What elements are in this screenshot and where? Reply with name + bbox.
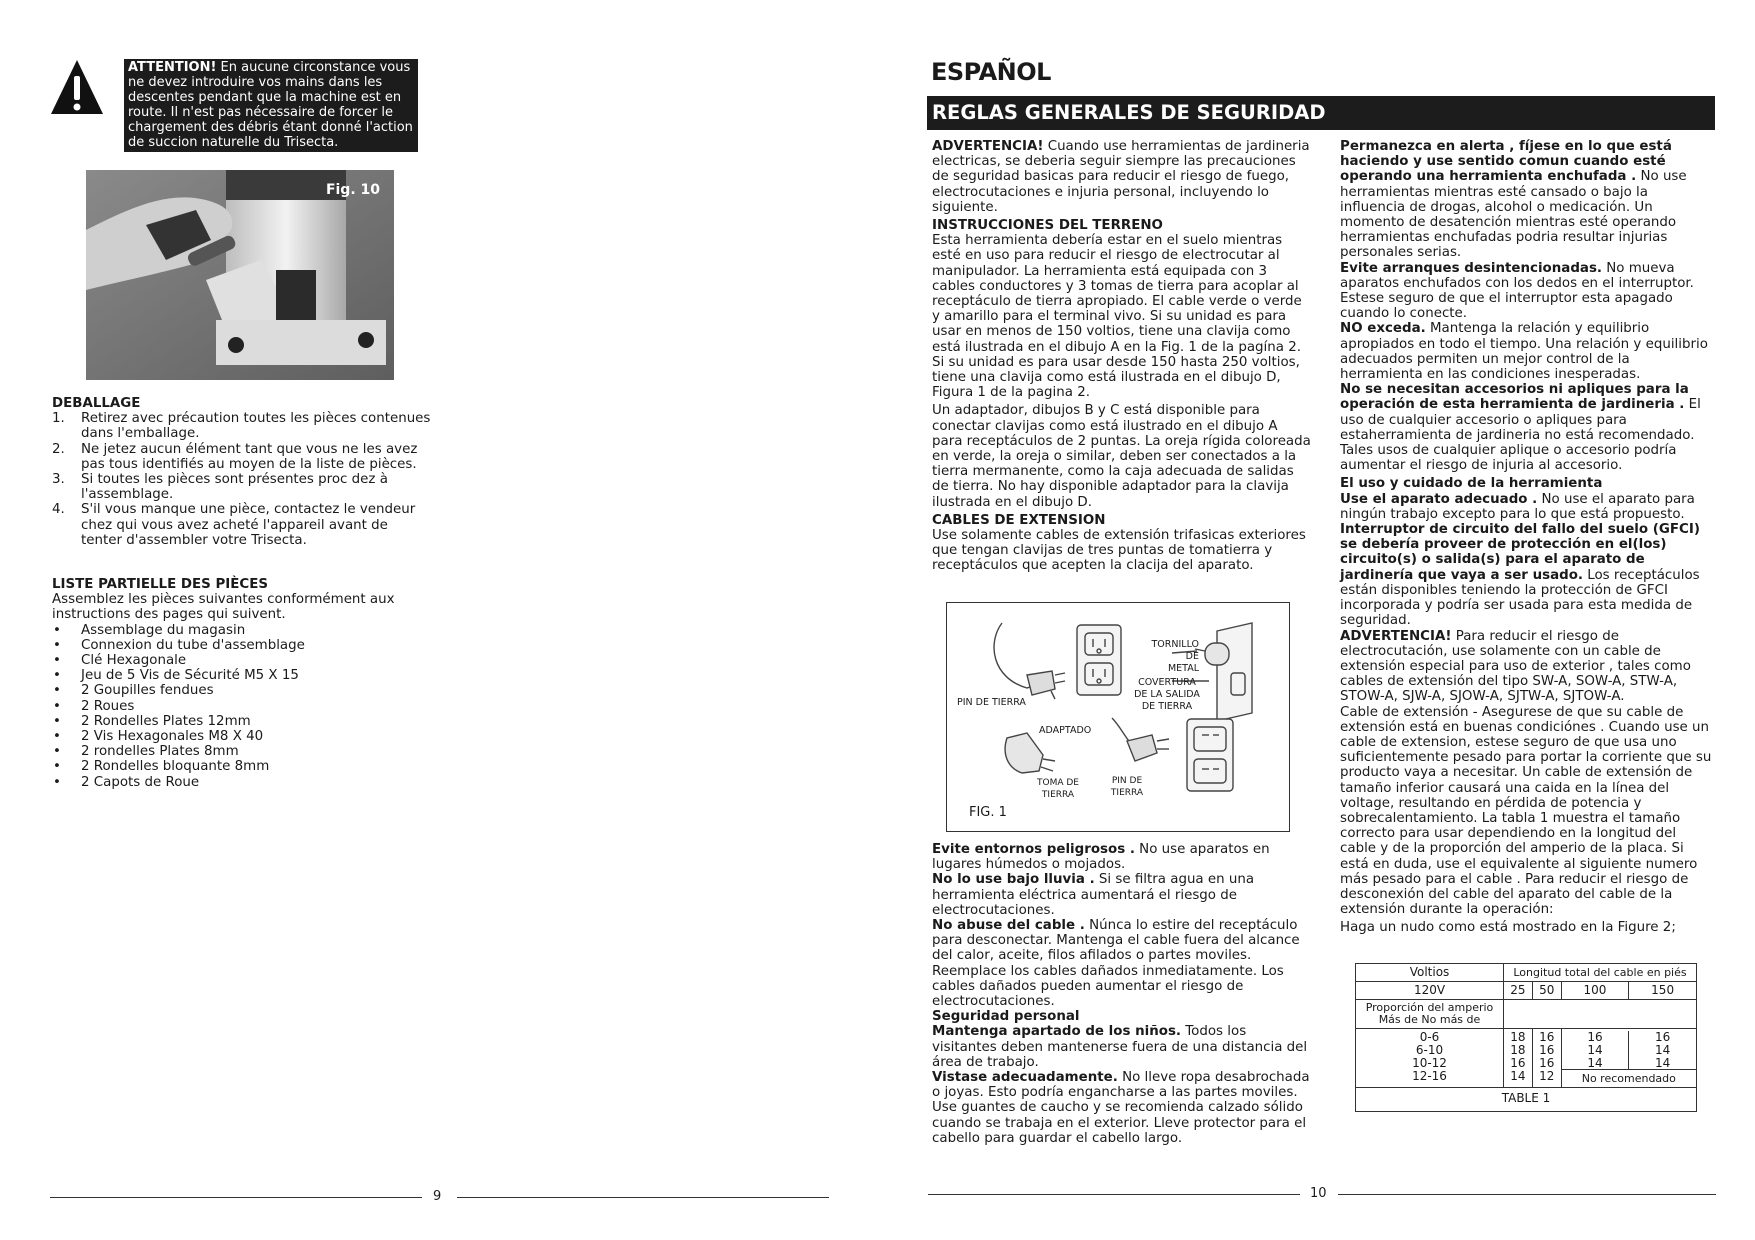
attention-box: [124, 59, 418, 152]
vistase-paragraph: Vistase adecuadamente. No lleve ropa desabrochada o joyas. Esto podría engancharse a las partes moviles. Use guantes de caucho y se recomienda calzado sólido cuando se trabaja en el exterior. Lleve protector para el cabello para guardar el cabello largo.: [932, 1070, 1310, 1146]
gauge-150: 16 14 14: [1655, 1030, 1671, 1070]
list-item: • 2 rondelles Plates 8mm: [53, 744, 239, 760]
lluvia-paragraph: No lo use bajo lluvia . Si se filtra agua en una herramienta eléctrica aumentará el riesgo de electrocutaciones.: [932, 872, 1255, 918]
liste-intro: Assemblez les pièces suivantes conformément aux instructions des pages qui suivent.: [52, 592, 395, 623]
fig1-label: FIG. 1: [969, 805, 1007, 820]
terreno-paragraph-1: Esta herramienta debería estar en el suelo mientras esté en uso para reducir el riesgo de electrocutar al manipulador. La herramienta está equipada con 3 cables conductores y 3 tomas de tierra para acoplar al receptáculo de tierra apropiado. El cable verde o verde y amarillo para el terminal vivo. Si su unidad es para usar en menos de 150 voltios, tiene una clavija como está ilustrada en el dibujo A en la Fig. 1 de la pagína 2. Si su unidad es para usar desde 150 hasta 250 voltios, tiene una clavija como está ilustrada en el dibujo D, Figura 1 de la pagina 2.: [932, 233, 1302, 401]
cell-gauge-25: 18 18 16 14: [1504, 1029, 1533, 1088]
right-column-1-lower: [932, 842, 1312, 1146]
deballage-list: [52, 411, 432, 548]
liste-heading: LISTE PARTIELLE DES PIÈCES: [52, 577, 269, 593]
evite-paragraph: Evite entornos peligrosos . No use aparatos en lugares húmedos o mojados.: [932, 842, 1270, 873]
deballage-heading: DEBALLAGE: [52, 396, 141, 411]
advertencia-paragraph: ADVERTENCIA! Cuando use herramientas de jardineria electricas, se deberia seguir siempre las precauciones de seguridad basicas para reducir el riesgo de fuego, electrocutaciones e injuria personal, incluyendo lo siguiente.: [932, 139, 1310, 215]
attention-title: ATTENTION!: [128, 60, 217, 75]
cell-gauge-50: 16 16 16 12: [1532, 1029, 1561, 1088]
list-item: • Clé Hexagonale: [53, 653, 187, 669]
ninos-paragraph: Mantenga apartado de los niños. Todos los visitantes deben mantenerse fuera de una distancia del área de trabajo.: [932, 1024, 1308, 1070]
uso-paragraph: Use el aparato adecuado . No use el aparato para ningún trabajo excepto para lo que está propuesto.: [1340, 491, 1695, 522]
label-toma-tierra: TOMA DE TIERRA: [1037, 778, 1079, 800]
label-pin-de-tierra: PIN DE TIERRA: [1110, 776, 1144, 798]
shredder-photo-illustration: [86, 170, 394, 380]
exceda-paragraph: NO exceda. Mantenga la relación y equilibrio apropiados en todo el tiempo. Una relación y equilibrio adecuados permiten un mejor control de la herramienta en las condiciones inesperadas.: [1340, 321, 1708, 383]
right-column-1: [932, 139, 1312, 577]
arranques-paragraph: Evite arranques desintencionadas. No mueva aparatos enchufados con los dedos en el interruptor. Estese seguro de que el interruptor esta apagado cuando lo conecte.: [1340, 260, 1694, 322]
advertencia2-paragraph: ADVERTENCIA! Para reducir el riesgo de electrocutación, use solamente con un cable de extensión especial para uso de exterior , tales como cables de extensión del tipo SW-A, SOW-A, STW-A, STOW-A, SJW-A, SJOW-A, SJTW-A, SJTOW-A.: [1340, 628, 1691, 705]
cable-paragraph: Cable de extensión - Asegurese de que su cable de extensión está en buenas condiciónes . Cuando use un cable de extension, estese seguro de que usa uno suficientemente pesado para portar la corriente que su producto vaya a necesitar. Un cable de extensión de tamaño inferior causará una caida en la línea del voltage, resultando en pérdida de potencia y sobrecalentamiento. La tabla 1 muestra el tamaño correcto para usar dependiendo en la longitud del cable y de la proporción del amperio de la placa. Si está en duda, use el equivalente al siguiente numero más pesado para el cable . Para reducir el riesgo de desconexión del cable del aparato del cable de la extensión durante la operación:: [1340, 704, 1712, 918]
fig10-label: Fig. 10: [325, 182, 380, 198]
cell-gauge-100-150: [1561, 1029, 1696, 1088]
label-adaptado: ADAPTADO: [1039, 725, 1092, 736]
list-item: • 2 Roues: [53, 698, 135, 714]
footer-rule-left-a: [50, 1197, 422, 1198]
list-item: 2. Ne jetez aucun élément tant que vous ne les avez pas tous identifiés au moyen de la liste de pièces.: [52, 441, 418, 472]
list-item: 1. Retirez avec précaution toutes les pièces contenues dans l'emballage.: [52, 411, 431, 442]
label-pin-tierra: PIN DE TIERRA: [957, 697, 1026, 708]
cables-heading: CABLES DE EXTENSION: [932, 512, 1106, 528]
cell-amps: 0-6 6-10 10-12 12-16: [1356, 1029, 1504, 1088]
label-cobertura: COVERTURA DE LA SALIDA DE TIERRA: [1134, 677, 1200, 712]
list-item: 3. Si toutes les pièces sont présentes proc dez à l'assemblage.: [52, 472, 388, 503]
list-item: • Jeu de 5 Vis de Sécurité M5 X 15: [53, 668, 299, 684]
list-item: • 2 Goupilles fendues: [53, 683, 214, 699]
uso-heading: El uso y cuidado de la herramienta: [1340, 476, 1603, 492]
seguridad-heading: Seguridad personal: [932, 1009, 1080, 1025]
gfci-paragraph: Interruptor de circuito del fallo del suelo (GFCI) se debería proveer de protección en el(los) circuito(s) o salida(s) para el aparato de jardinería que vaya a ser usado. Los receptáculos están disponibles teniendo la protección de GFCI incorporada y podría ser usada para esta medida de seguridad.: [1340, 522, 1700, 629]
pieces-list: [52, 623, 432, 790]
cell-len-25: 25: [1504, 982, 1533, 1000]
list-item: • Assemblage du magasin: [53, 622, 246, 638]
fig1-diagram: [946, 602, 1290, 832]
label-tornillo: TORNILLO DE METAL: [1151, 639, 1199, 674]
abuse-paragraph: No abuse del cable . Núnca lo estire del receptáculo para desconectar. Mantenga el cable fuera del alcance del calor, aceite, filos afilados o partes moviles. Reemplace los cables dañados inmediatamente. Los cables dañados pueden aumentar el riesgo de electrocutaciones.: [932, 918, 1300, 1010]
gauge-100: 16 14 14: [1562, 1031, 1630, 1069]
cables-paragraph: Use solamente cables de extensión trifasicas exteriores que tengan clavijas de tres puntas de tomatierra y receptáculos que acepten la clacija del aparato.: [932, 528, 1306, 574]
cell-empty: [1504, 1000, 1697, 1029]
right-column-2: [1340, 139, 1716, 936]
footer-rule-right-a: [928, 1194, 1300, 1195]
alerta-paragraph: Permanezca en alerta , fíjese en lo que está haciendo y use sentido comun cuando esté operando una herramienta enchufada . No use herramientas mientras esté cansado o bajo la influencia de drogas, alcohol o medicación. Un momento de desatención mientras esté operando herramientas enchufadas podria resultar injurias personales serias.: [1340, 139, 1687, 261]
section-title-bar: [927, 96, 1715, 130]
list-item: 4. S'il vous manque une pièce, contactez le vendeur chez qui vous avez acheté l'appareil avant de tenter d'assembler votre Trisecta.: [52, 502, 416, 548]
fig10-photo: [86, 170, 394, 380]
left-text-column: [52, 396, 432, 790]
list-item: • 2 Rondelles Plates 12mm: [53, 713, 251, 729]
terreno-heading: INSTRUCCIONES DEL TERRENO: [932, 218, 1163, 234]
cable-gauge-table: [1355, 963, 1697, 1112]
cell-proporcion: Proporción del amperio Más de No más de: [1356, 1000, 1504, 1029]
page-number-right: 10: [1310, 1186, 1327, 1201]
warning-triangle-icon: [50, 58, 104, 116]
nudo-paragraph: Haga un nudo como está mostrado en la Figure 2;: [1340, 920, 1676, 936]
list-item: • 2 Rondelles bloquante 8mm: [53, 759, 270, 775]
cell-len-150: 150: [1629, 982, 1697, 1000]
accesorios-paragraph: No se necesitan accesorios ni apliques para la operación de esta herramienta de jardineria . El uso de cualquier accesorio o apliques para estaherramienta de jardineria no está recomendado. Tales usos de cualquier aplique o accesorio podría aumentar el riesgo de injuria al accesorio.: [1340, 382, 1701, 474]
th-longitud: Longitud total del cable en piés: [1504, 964, 1697, 982]
section-title: REGLAS GENERALES DE SEGURIDAD: [932, 101, 1326, 124]
list-item: • Connexion du tube d'assemblage: [53, 637, 305, 653]
list-item: • 2 Vis Hexagonales M8 X 40: [53, 729, 264, 745]
footer-rule-left-b: [457, 1197, 829, 1198]
language-title: ESPAÑOL: [931, 58, 1051, 86]
list-item: • 2 Capots de Roue: [53, 774, 200, 790]
no-recomendado: No recomendado: [1562, 1069, 1696, 1087]
cell-120v: 120V: [1356, 982, 1504, 1000]
th-voltios: Voltios: [1356, 964, 1504, 982]
footer-rule-right-b: [1338, 1194, 1716, 1195]
table-caption: TABLE 1: [1356, 1088, 1697, 1112]
attention-text: ATTENTION! En aucune circonstance vous ne devez introduire vos mains dans les descentes pendant que la machine est en route. Il n'est pas nécessaire de forcer le chargement des débris étant donné l'action de succion naturelle du Trisecta.: [128, 60, 413, 150]
cell-len-50: 50: [1532, 982, 1561, 1000]
terreno-paragraph-2: Un adaptador, dibujos B y C está disponible para conectar clavijas como está ilustrado en el dibujo A para receptáculos de 2 puntas. La oreja rígida coloreada en verde, la oreja o similar, deben ser conectados a la tierra mermanente, como la caja adecuada de salidas de tierra. No hay disponible adaptador para la clavija ilustrada en el dibujo D.: [932, 403, 1311, 510]
cell-len-100: 100: [1561, 982, 1629, 1000]
page-number-left: 9: [433, 1189, 442, 1204]
